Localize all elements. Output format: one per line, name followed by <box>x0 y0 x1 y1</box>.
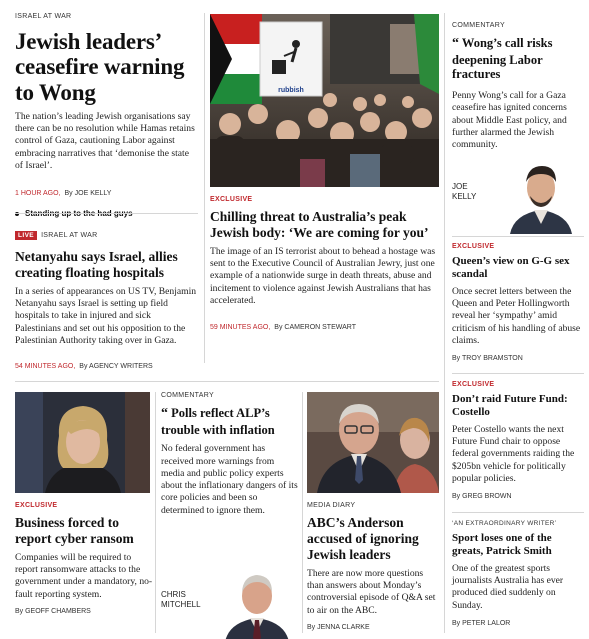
cyber-headline[interactable]: Business forced to report cyber ransom <box>15 515 134 546</box>
anderson-headline[interactable]: ABC’s Anderson accused of ignoring Jewish leaders <box>307 515 419 562</box>
author-link[interactable]: By GEOFF CHAMBERS <box>15 607 91 615</box>
section-label[interactable]: MEDIA DIARY <box>307 502 356 509</box>
author-link[interactable]: By CAMERON STEWART <box>274 324 356 332</box>
anderson-story <box>307 502 441 631</box>
author-link[interactable]: By AGENCY WRITERS <box>79 363 153 371</box>
lead-byline <box>15 182 198 200</box>
future-fund-story <box>452 381 584 500</box>
threat-summary: The image of an IS terrorist about to behead a hostage was sent to the Executive Council of Australian Jewry, just one example of a nationwide surge in death threats, abuse and incitement to violence against Jewish Australians that has accelerated. <box>210 245 436 306</box>
author-name[interactable] <box>452 182 476 201</box>
netanyahu-story <box>15 224 198 373</box>
author-photo <box>217 562 297 639</box>
author-name[interactable] <box>161 590 201 609</box>
polls-headline-text[interactable]: Polls reflect ALP’s trouble with inflation <box>161 406 275 437</box>
divider <box>15 213 198 214</box>
minister-portrait-image <box>15 392 150 493</box>
section-label[interactable]: ISRAEL AT WAR <box>15 13 72 20</box>
wong-summary: Penny Wong’s call for a Gaza ceasefire has ignited concerns about Middle East policy, and further alarmed the Jewish community. <box>452 90 567 151</box>
protest-photo[interactable] <box>210 14 439 187</box>
lead-summary: The nation’s leading Jewish organisations say there can be no resolution while Hamas retains control of Gaza, cautioning Labor against embracing narratives that ‘demonise the state of Israel’. <box>15 110 195 171</box>
netanyahu-summary: In a series of appearances on US TV, Benjamin Netanyahu says Israel is setting up field hospitals to take in injured and sick Palestinians and set out his opposition to the Palestinian Authority taking over in Gaza. <box>15 285 197 346</box>
section-label[interactable]: COMMENTARY <box>452 22 505 29</box>
section-label[interactable]: ‘AN EXTRAORDINARY WRITER’ <box>452 520 557 527</box>
author-link[interactable]: By TROY BRAMSTON <box>452 355 523 363</box>
exclusive-tag: EXCLUSIVE <box>452 243 495 250</box>
author-link[interactable]: By JOE KELLY <box>64 190 112 198</box>
column-divider <box>444 13 445 633</box>
author-link[interactable]: By PETER LALOR <box>452 620 511 627</box>
column-divider <box>155 392 156 633</box>
exclusive-tag: EXCLUSIVE <box>452 381 495 388</box>
cyber-summary: Companies will be required to report ransomware attacks to the government under a mandatory, no-fault reporting system. <box>15 551 153 600</box>
netanyahu-byline <box>15 355 198 373</box>
section-label[interactable]: COMMENTARY <box>161 392 214 399</box>
exclusive-tag: EXCLUSIVE <box>15 502 58 509</box>
anderson-photo[interactable] <box>307 392 439 493</box>
anderson-portrait-image <box>307 392 439 493</box>
section-divider <box>15 381 439 382</box>
cyber-story <box>15 502 153 615</box>
author-first-name: JOE <box>452 182 468 191</box>
column-divider <box>302 392 303 633</box>
author-photo <box>500 152 582 234</box>
sign-text: rubbish <box>278 87 304 94</box>
author-last-name: MITCHELL <box>161 599 201 609</box>
queen-summary: Once secret letters between the Queen and Peter Hollingworth reveal her ‘sympathy’ amid criticism of his handling of abuse claims. <box>452 285 581 346</box>
sport-headline[interactable]: Sport loses one of the greats, Patrick Smith <box>452 532 552 557</box>
anderson-summary: There are now more questions than answers about Monday’s controversial episode of Q&A set to air on the ABC. <box>307 567 436 616</box>
live-badge: LIVE <box>15 231 37 240</box>
cyber-photo[interactable] <box>15 392 150 493</box>
wong-headline-text[interactable]: Wong’s call risks deepening Labor fractures <box>452 36 553 82</box>
author-link[interactable]: By GREG BROWN <box>452 493 512 501</box>
threat-headline[interactable]: Chilling threat to Australia’s peak Jewish body: ‘We are coming for you’ <box>210 209 429 240</box>
future-fund-headline[interactable]: Don’t raid Future Fund: Costello <box>452 393 568 418</box>
timestamp: 1 HOUR AGO, <box>15 190 61 198</box>
author-link[interactable]: By JENNA CLARKE <box>307 623 370 631</box>
divider <box>452 373 584 374</box>
quote-icon: “ <box>452 36 459 51</box>
netanyahu-headline[interactable]: Netanyahu says Israel, allies creating floating hospitals <box>15 249 178 280</box>
author-last-name: KELLY <box>452 191 477 201</box>
section-label[interactable]: ISRAEL AT WAR <box>41 232 98 239</box>
threat-byline <box>210 316 439 334</box>
protest-crowd-image <box>210 14 439 187</box>
exclusive-tag: EXCLUSIVE <box>210 196 253 203</box>
queen-headline[interactable]: Queen’s view on G-G sex scandal <box>452 255 570 280</box>
column-divider <box>204 13 205 363</box>
timestamp: 54 MINUTES AGO, <box>15 363 76 371</box>
sport-summary: One of the greatest sports journalists Australia has ever produced died suddenly on Sunday. <box>452 562 564 611</box>
author-card[interactable] <box>161 556 299 636</box>
threat-story <box>210 196 439 334</box>
polls-headline[interactable] <box>161 406 299 437</box>
lead-headline[interactable]: Jewish leaders’ ceasefire warning to Wong <box>15 29 185 105</box>
future-fund-summary: Peter Costello wants the next Future Fund chair to oppose federal governments raiding the $205bn vehicle for politically popular policies. <box>452 423 575 484</box>
queen-story <box>452 243 584 362</box>
wong-headline[interactable] <box>452 36 584 82</box>
author-card[interactable] <box>452 148 584 234</box>
wong-story <box>452 22 584 151</box>
divider <box>452 236 584 237</box>
sport-story <box>452 520 584 627</box>
polls-story <box>161 392 299 517</box>
polls-summary: No federal government has received more warnings from media and public policy experts about the inflationary dangers of its core policies and been so determined to ignore them. <box>161 443 298 516</box>
lead-story <box>15 13 198 218</box>
quote-icon: “ <box>161 406 168 421</box>
author-first-name: CHRIS <box>161 590 186 599</box>
timestamp: 59 MINUTES AGO, <box>210 324 271 332</box>
divider <box>452 512 584 513</box>
